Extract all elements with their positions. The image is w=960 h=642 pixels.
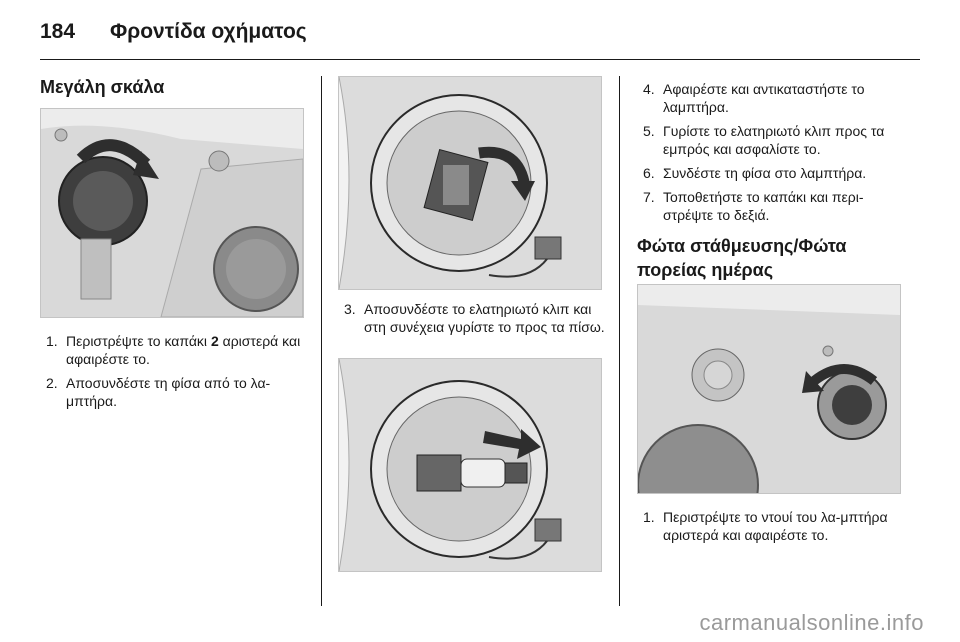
steps-list-col3-top: [637, 80, 905, 230]
step-text: Αποσυνδέστε τη φίσα από το λα-μπτήρα.: [66, 375, 271, 409]
step-text: Περιστρέψτε το ντουί του λα-μπτήρα αριστερά και αφαιρέστε το.: [663, 509, 888, 543]
column-divider-2: [619, 76, 620, 606]
step-number: 3.: [344, 301, 356, 317]
step-number: 7.: [643, 189, 655, 205]
steps-list-col2: [338, 300, 606, 342]
figure-spring-clip: [338, 76, 602, 290]
section-title-large-lamp: Μεγάλη σκάλα: [40, 77, 165, 97]
steps-list-col3-bottom: [637, 508, 905, 550]
figure-bulb-removal: [338, 358, 602, 572]
header-rule: [40, 59, 920, 60]
list-item: [637, 188, 905, 224]
list-item: [338, 300, 606, 336]
page-number: 184: [40, 20, 76, 43]
headlamp-cap-illustration: [41, 109, 303, 317]
step-text: Αποσυνδέστε το ελατηριωτό κλιπ και στη συνέχεια γυρίστε το προς τα πίσω.: [364, 301, 605, 335]
page-title: Φροντίδα οχήματος: [110, 20, 307, 43]
bulb-removal-illustration: [339, 359, 601, 571]
list-item: [637, 508, 905, 544]
column-divider-1: [321, 76, 322, 606]
figure-cap-removal: [40, 108, 304, 318]
step-text: αριστερά και αφαιρέστε το.: [66, 333, 301, 367]
list-item: [637, 122, 905, 158]
list-item: [637, 164, 905, 182]
figure-parking-bulb: [637, 284, 901, 494]
section-title-parking-lights: [637, 234, 847, 282]
parking-bulb-illustration: [638, 285, 900, 493]
step-bold-ref: 2: [210, 333, 219, 349]
step-number: 4.: [643, 81, 655, 97]
step-text: Γυρίστε το ελατηριωτό κλιπ προς τα εμπρός και ασφαλίστε το.: [663, 123, 885, 157]
list-item: [40, 332, 308, 368]
section-title-line: πορείας ημέρας: [637, 260, 774, 280]
step-text: Συνδέστε τη φίσα στο λαμπτήρα.: [663, 165, 867, 181]
step-text: Περιστρέψτε το καπάκι: [66, 333, 211, 349]
list-item: [637, 80, 905, 116]
section-title-line: Φώτα στάθμευσης/Φώτα: [637, 236, 847, 256]
step-number: 1.: [46, 333, 58, 349]
step-number: 5.: [643, 123, 655, 139]
step-number: 6.: [643, 165, 655, 181]
watermark: carmanualsonline.info: [699, 610, 924, 635]
step-text: Αφαιρέστε και αντικαταστήστε το λαμπτήρα.: [663, 81, 865, 115]
list-item: [40, 374, 308, 410]
step-number: 2.: [46, 375, 58, 391]
step-text: Τοποθετήστε το καπάκι και περι-στρέψτε το δεξιά.: [663, 189, 864, 223]
step-number: 1.: [643, 509, 655, 525]
spring-clip-illustration: [339, 77, 601, 289]
steps-list-col1: [40, 332, 308, 416]
page-header: [40, 14, 920, 60]
